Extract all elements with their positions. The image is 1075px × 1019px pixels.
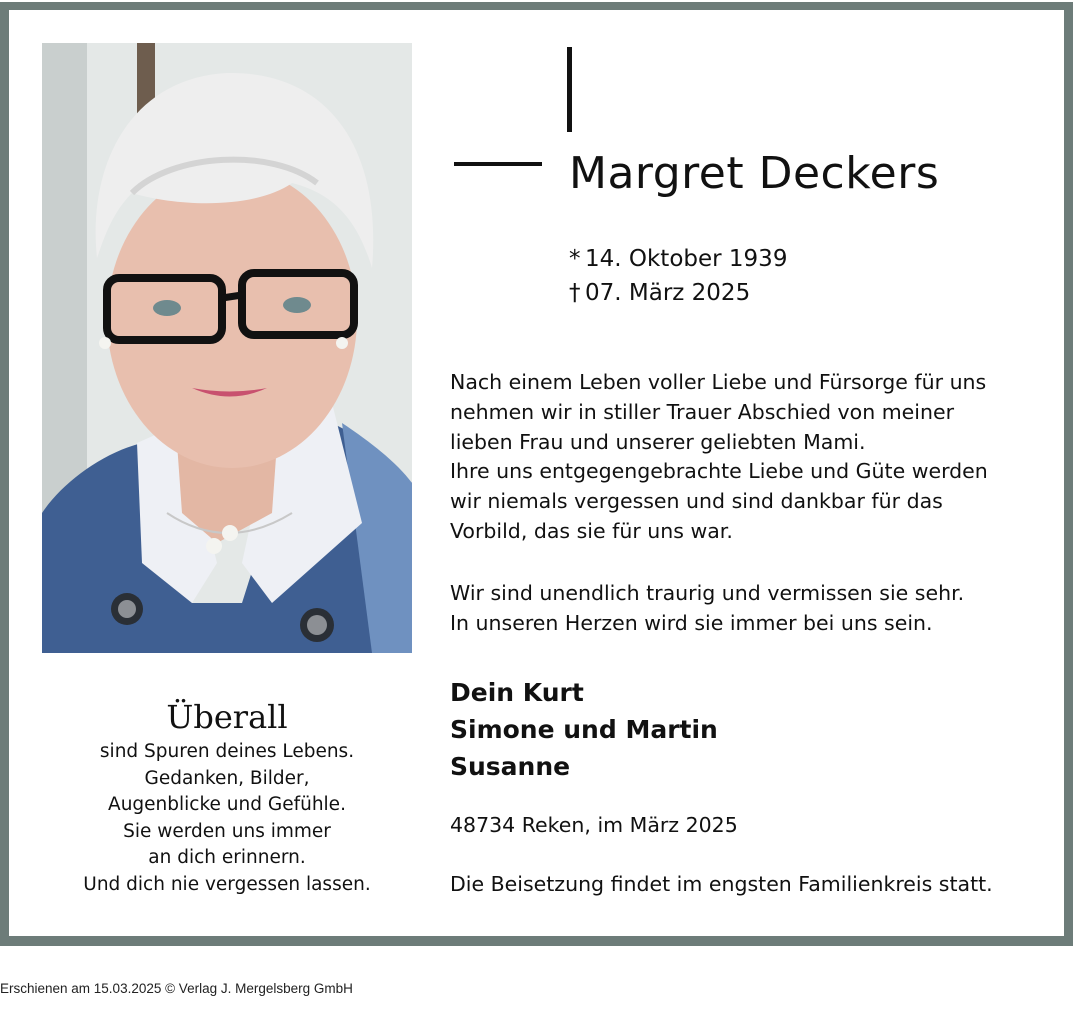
message-line: nehmen wir in stiller Trauer Abschied von meiner (450, 399, 955, 424)
burial-note: Die Beisetzung findet im engsten Familienkreis statt. (450, 872, 993, 896)
poem-line: an dich erinnern. (148, 847, 306, 868)
life-dates (569, 242, 787, 310)
cross-horizontal-bar (454, 162, 542, 166)
poem (42, 695, 412, 898)
deceased-name: Margret Deckers (569, 148, 940, 199)
message-line: lieben Frau und unserer geliebten Mami. (450, 429, 866, 454)
condolence-message (450, 368, 988, 638)
poem-line: Sie werden uns immer (123, 820, 331, 842)
family-member: Dein Kurt (450, 678, 584, 707)
message-line: Ihre uns entgegengebrachte Liebe und Güte werden (450, 459, 988, 484)
publication-footer: Erschienen am 15.03.2025 © Verlag J. Mergelsberg GmbH (0, 981, 353, 996)
death-date: 07. März 2025 (585, 280, 751, 306)
family-member: Simone und Martin (450, 715, 718, 744)
portrait-photo (42, 43, 412, 653)
message-line: Nach einem Leben voller Liebe und Fürsorge für uns (450, 370, 987, 394)
death-cross-icon: † (569, 280, 581, 306)
place-date: 48734 Reken, im März 2025 (450, 813, 738, 837)
notice-frame (0, 2, 1073, 946)
poem-line: sind Spuren deines Lebens. (99, 741, 355, 762)
cross-vertical-bar (567, 47, 572, 132)
death-line (569, 276, 787, 310)
message-line: Vorbild, das sie für uns war. (450, 518, 733, 543)
notice-card (9, 10, 1064, 936)
message-line: wir niemals vergessen und sind dankbar für das (450, 489, 943, 514)
family-signatures (450, 674, 718, 785)
birth-line (569, 242, 787, 276)
poem-line: Augenblicke und Gefühle. (108, 794, 346, 815)
message-line: Wir sind unendlich traurig und vermissen sie sehr. (450, 580, 965, 605)
family-member: Susanne (450, 752, 571, 781)
poem-line: Und dich nie vergessen lassen. (83, 873, 371, 895)
poem-title: Überall (166, 698, 288, 736)
poem-line: Gedanken, Bilder, (144, 767, 310, 789)
birth-star-icon: * (569, 246, 581, 272)
birth-date: 14. Oktober 1939 (585, 246, 788, 272)
message-line: In unseren Herzen wird sie immer bei uns sein. (450, 610, 933, 635)
